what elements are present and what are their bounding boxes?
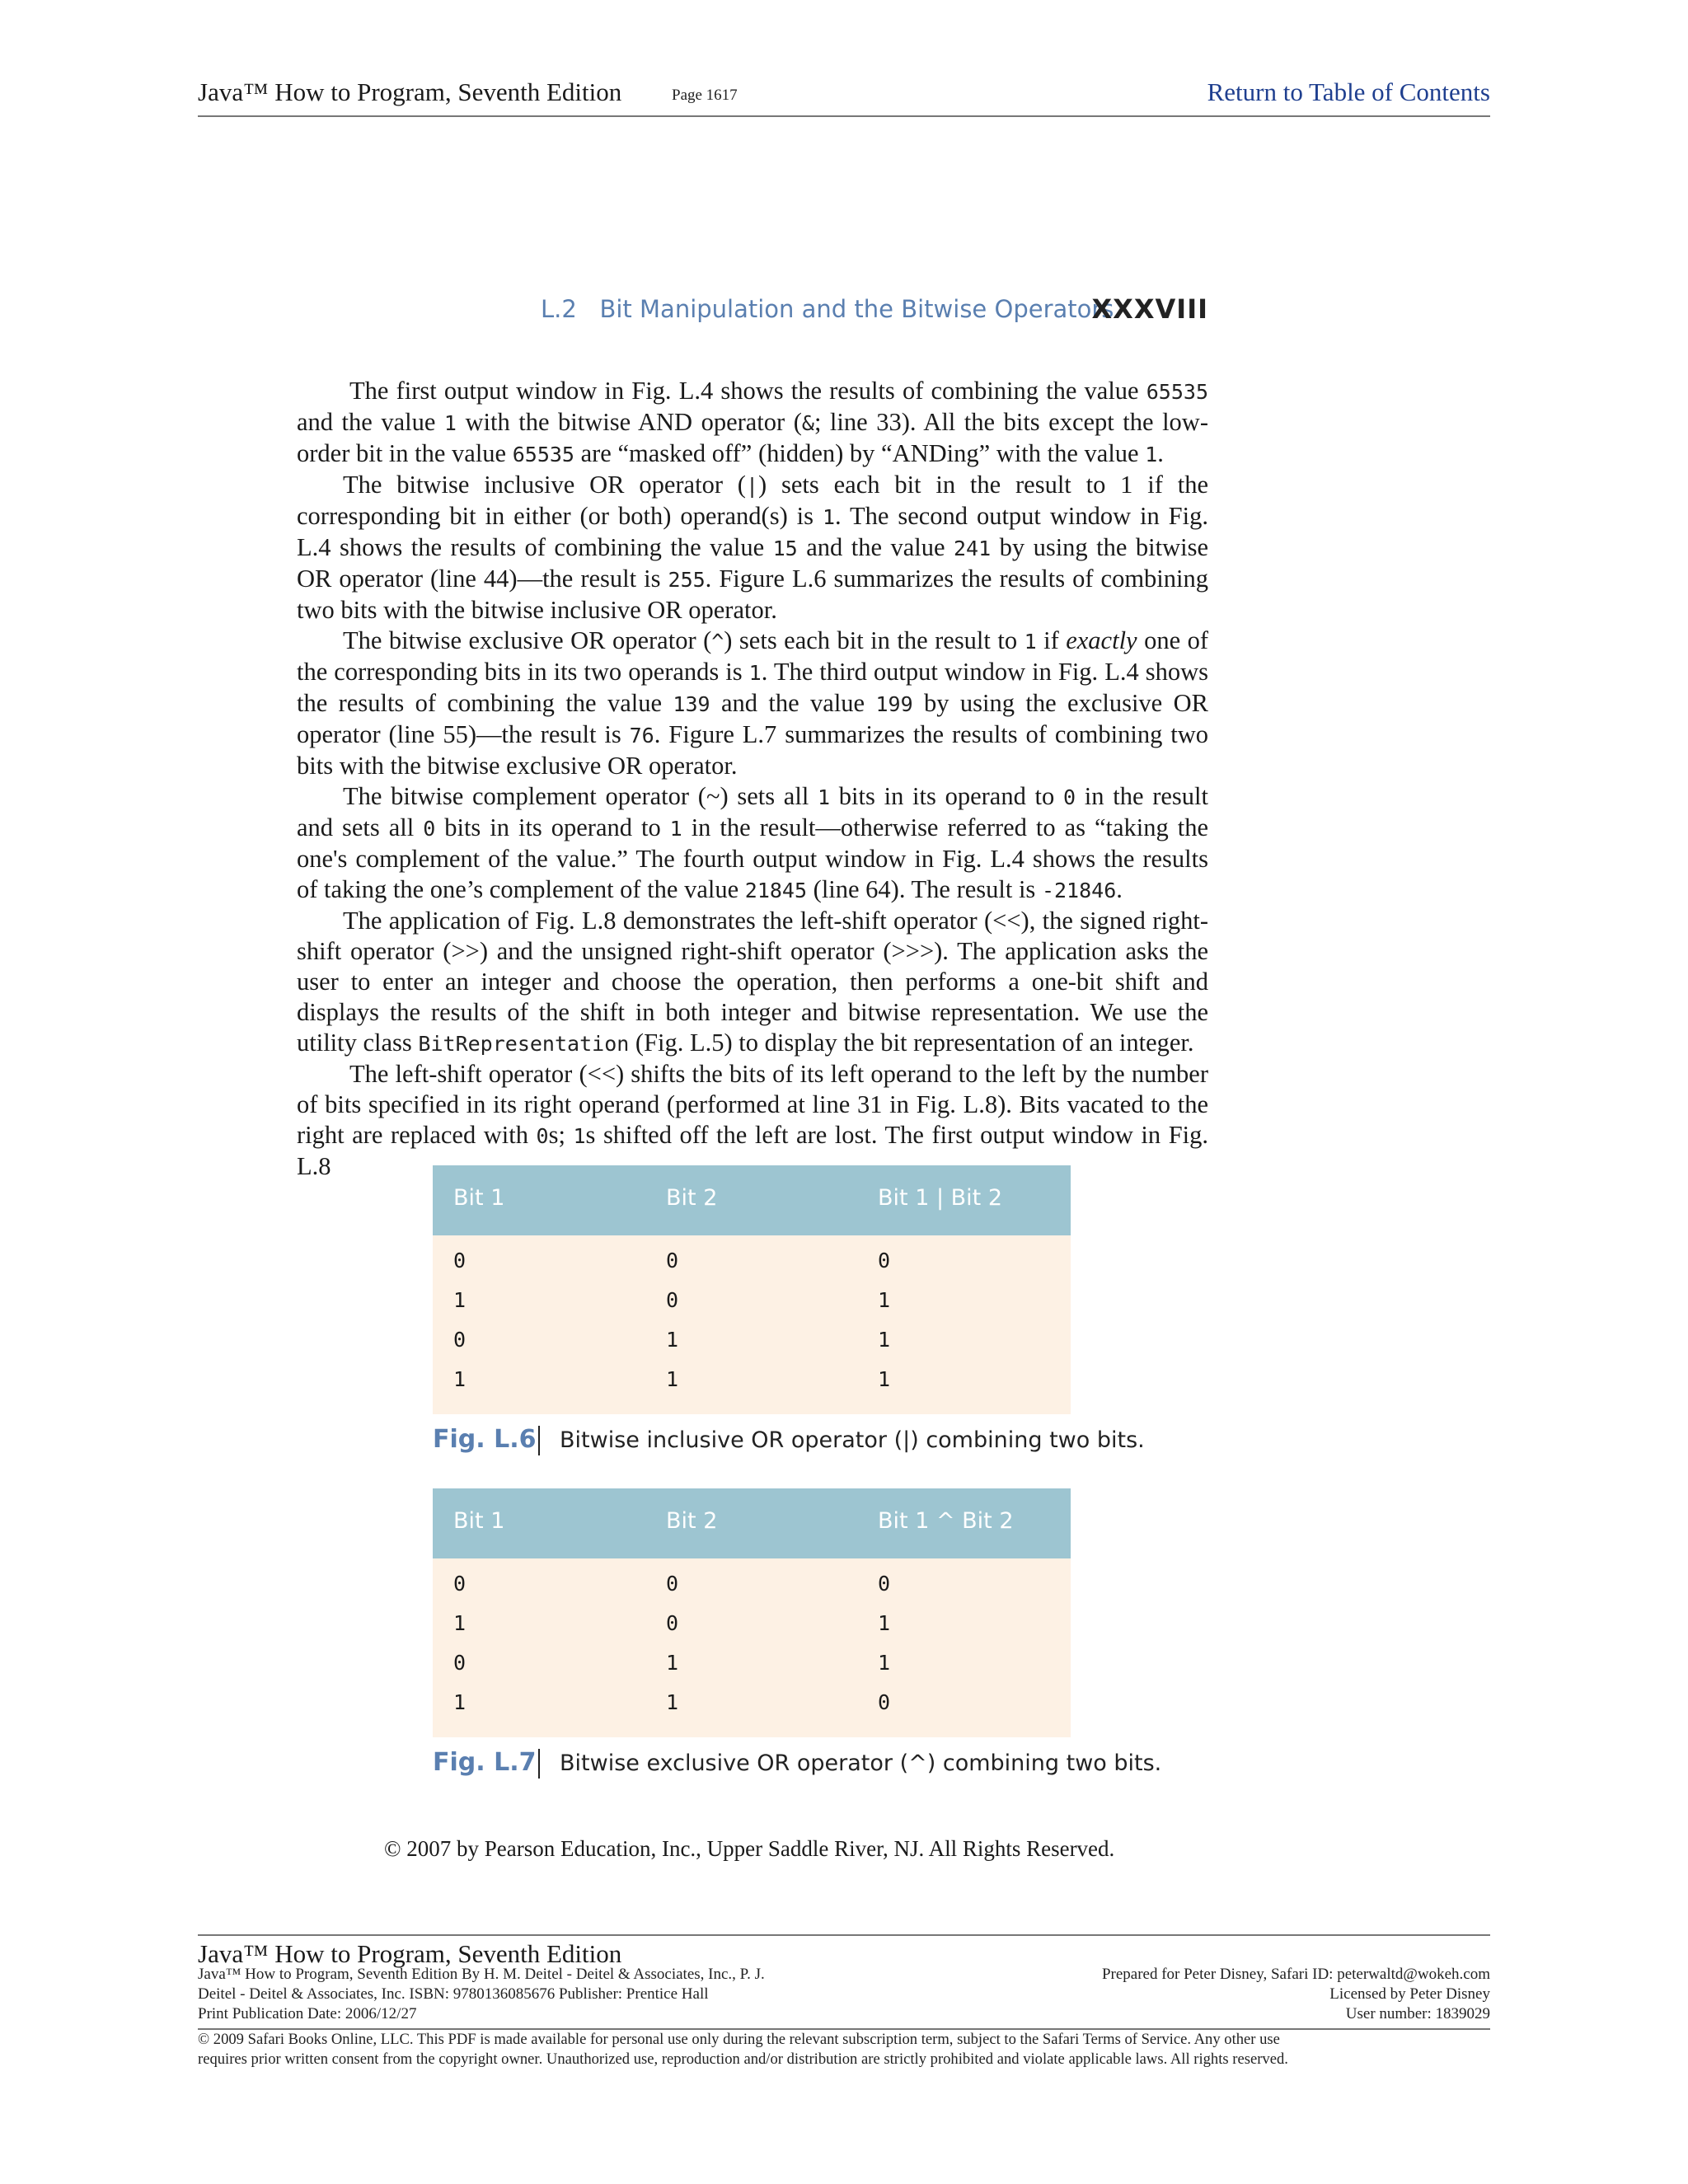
footer-divider (198, 2028, 1490, 2030)
page-number-label: Page 1617 (672, 87, 738, 104)
figure-number: Fig. L.7 (433, 1748, 537, 1777)
column-header: Bit 2 (666, 1508, 718, 1534)
footer-book-info: Java™ How to Program, Seventh Edition By H. M. Deitel - Deitel & Associates, Inc., P. J. (198, 1966, 765, 1983)
paragraph-1: The first output window in Fig. L.4 shows the results of combining the value 65535 and the value 1 with the bitwise AND operator (&; line 33). All the bits except the low-order bit in the value 65535 are “masked off” (hidden) by “ANDing” with the value 1. (297, 377, 1208, 467)
copyright-notice: © 2007 by Pearson Education, Inc., Upper Saddle River, NJ. All Rights Reserved. (384, 1836, 1115, 1861)
caption-divider (538, 1426, 540, 1455)
table-row: 1 1 1 (453, 1367, 891, 1391)
table-header-row (433, 1488, 1071, 1558)
return-to-toc-link[interactable]: Return to Table of Contents (1207, 77, 1490, 106)
figure-number: Fig. L.6 (433, 1425, 537, 1454)
column-header: Bit 1 (453, 1185, 505, 1211)
body-text (297, 376, 1208, 1182)
table-fig-l6 (433, 1165, 1145, 1454)
footer-book-title: Java™ How to Program, Seventh Edition (198, 1939, 622, 1968)
section-title: L.2 Bit Manipulation and the Bitwise Operators (541, 295, 1114, 323)
table-row: 0 1 1 (453, 1328, 891, 1352)
table-row: 1 1 0 (453, 1690, 891, 1714)
paragraph-6: The left-shift operator (<<) shifts the bits of its left operand to the left by the number of bits specified in its right operand (performed at line 31 in Fig. L.8). Bits vacated to the right are replaced with 0s; 1s shifted off the left are lost. The first output window in Fig. L.8 (297, 1060, 1209, 1180)
caption-text: Bitwise inclusive OR operator (|) combining two bits. (560, 1427, 1145, 1453)
paragraph-3: The bitwise exclusive OR operator (^) sets each bit in the result to 1 if exactly one of the corresponding bits in its two operands is 1. The third output window in Fig. L.4 shows the results of combining the value 139 and the value 199 by using the exclusive OR operator (line 55)—the result is 76. Figure L.7 summarizes the results of combining two bits with the bitwise exclusive OR operator. (297, 626, 1208, 780)
footer-licensed-by: Licensed by Peter Disney (1329, 1985, 1490, 2003)
running-head (541, 293, 1208, 331)
caption-text: Bitwise exclusive OR operator (^) combining two bits. (560, 1750, 1162, 1776)
page-roman-numeral: XXXVIII (1091, 293, 1208, 325)
column-header: Bit 1 (453, 1508, 505, 1534)
footer-publication-date: Print Publication Date: 2006/12/27 (198, 2005, 417, 2022)
footer-legal-text: requires prior written consent from the copyright owner. Unauthorized use, reproduction and/or distribution are strictly prohibited and violate applicable laws. All rights reserved. (198, 2050, 1288, 2068)
footer-legal-text: © 2009 Safari Books Online, LLC. This PDF is made available for personal use only during the relevant subscription term, subject to the Safari Terms of Service. Any other use (198, 2031, 1280, 2048)
table-body (433, 1235, 1071, 1414)
footer-book-info: Deitel - Deitel & Associates, Inc. ISBN: 9780136085676 Publisher: Prentice Hall (198, 1985, 709, 2003)
page-footer (198, 1934, 1490, 2068)
paragraph-4: The bitwise complement operator (~) sets all 1 bits in its operand to 0 in the result and sets all 0 bits in its operand to 1 in the result—otherwise referred to as “taking the one's complement of the value.” The fourth output window in Fig. L.4 shows the results of taking the one’s complement of the value 21845 (line 64). The result is -21846. (297, 782, 1208, 903)
table-header-row (433, 1165, 1071, 1235)
footer-user-number: User number: 1839029 (1345, 2005, 1490, 2022)
column-header: Bit 1 | Bit 2 (878, 1185, 1003, 1211)
caption-divider (538, 1749, 540, 1779)
page-header (198, 76, 1490, 117)
footer-prepared-for: Prepared for Peter Disney, Safari ID: peterwaltd@wokeh.com (1101, 1966, 1490, 1983)
table-body (433, 1558, 1071, 1737)
column-header: Bit 1 ^ Bit 2 (878, 1508, 1014, 1534)
table-row: 1 0 1 (453, 1288, 891, 1312)
column-header: Bit 2 (666, 1185, 718, 1211)
table-row: 0 1 1 (453, 1651, 891, 1675)
paragraph-5: The application of Fig. L.8 demonstrates the left-shift operator (<<), the signed right-shift operator (>>) and the unsigned right-shift operator (>>>). The application asks the user to enter an integer and choose the operation, then performs a one-bit shift and displays the results of the shift in both integer and bitwise representation. We use the utility class BitRepresentation (Fig. L.5) to display the bit representation of an integer. (297, 907, 1208, 1057)
table-row: 1 0 1 (453, 1611, 891, 1635)
table-fig-l7 (433, 1488, 1162, 1777)
table-row: 0 0 0 (453, 1572, 891, 1596)
paragraph-2: The bitwise inclusive OR operator (|) sets each bit in the result to 1 if the corresponding bit in either (or both) operand(s) is 1. The second output window in Fig. L.4 shows the results of combining the value 15 and the value 241 by using the bitwise OR operator (line 44)—the result is 255. Figure L.6 summarizes the results of combining two bits with the bitwise inclusive OR operator. (297, 471, 1208, 624)
table-row: 0 0 0 (453, 1249, 891, 1272)
book-title: Java™ How to Program, Seventh Edition (198, 77, 622, 106)
